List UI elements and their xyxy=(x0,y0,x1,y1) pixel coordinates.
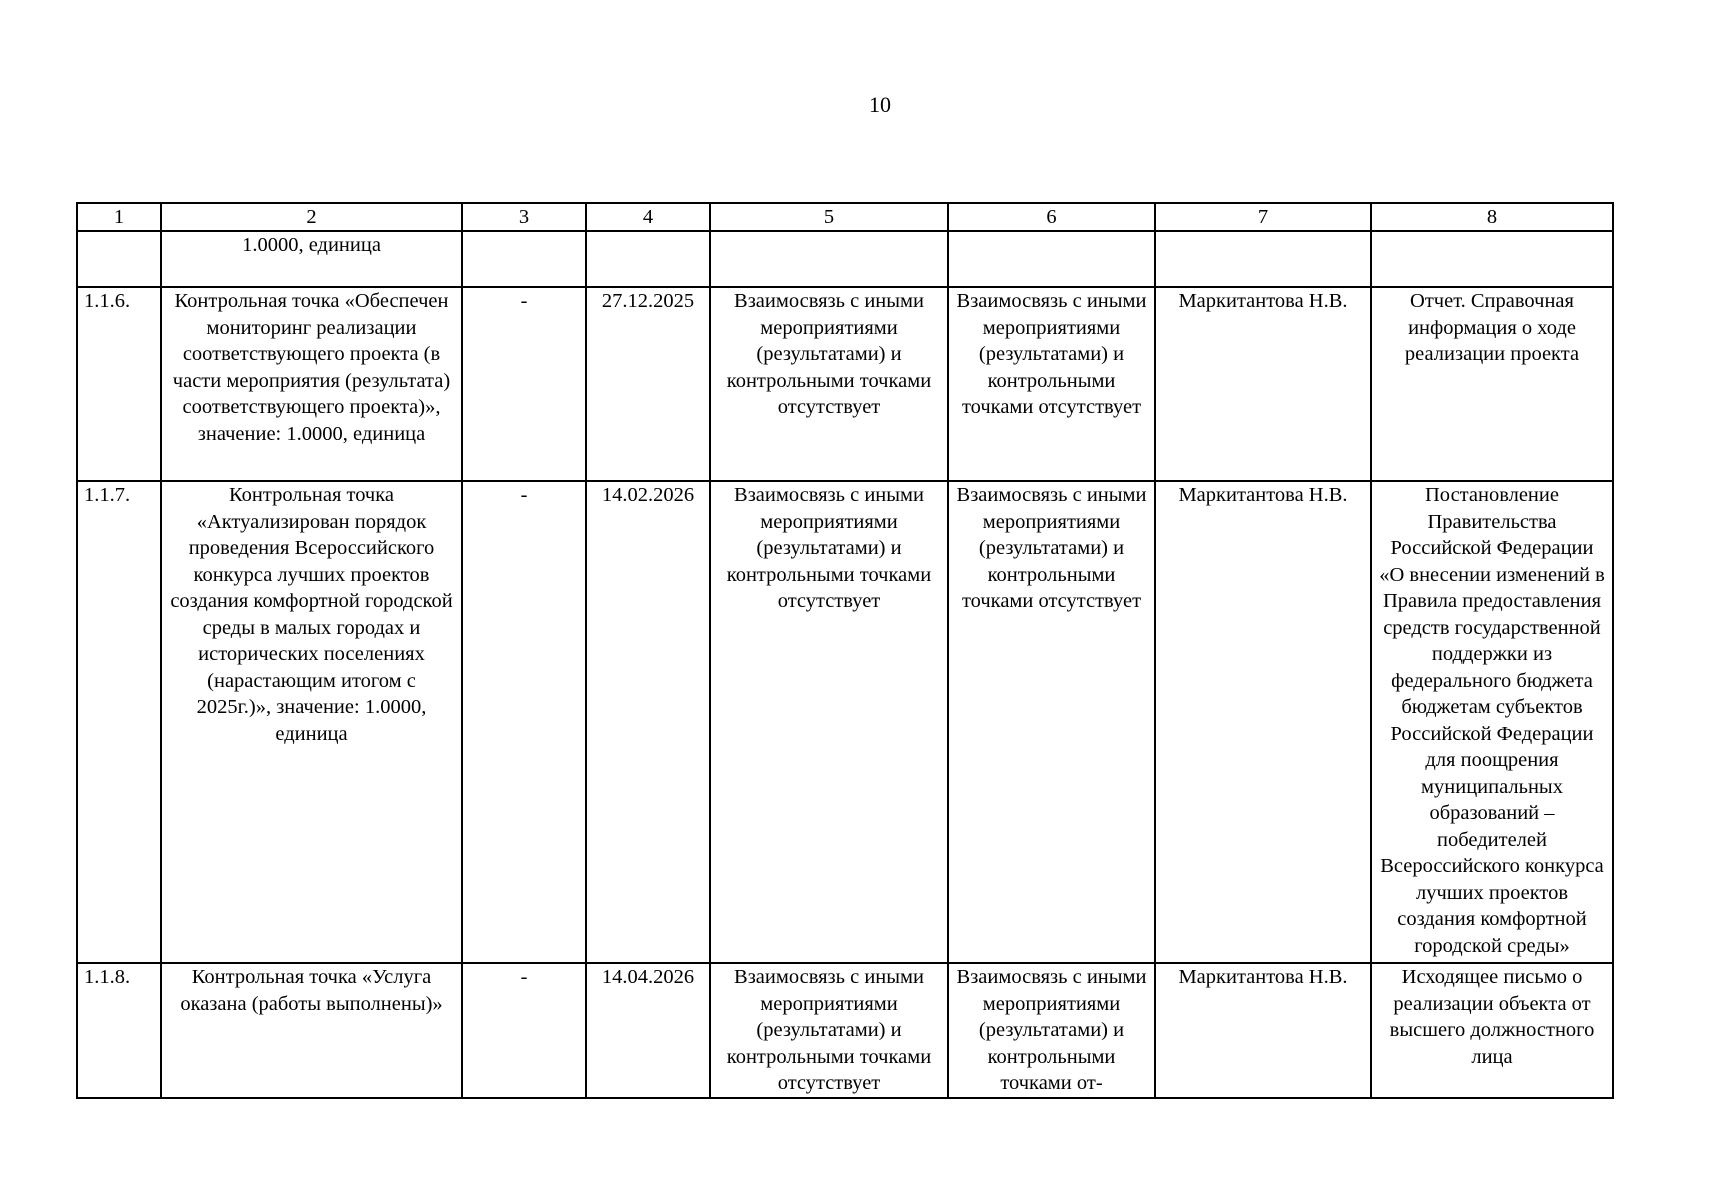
column-header-4: 4 xyxy=(586,203,710,231)
control-point-text: Контрольная точка «Актуализирован порядок проведения Всероссийского конкурса лучших проектов создания комфортной городской среды в малых городах и исторических поселениях (нарастающим итогом с 2025г.)», значение: 1.0000, единица xyxy=(161,481,462,963)
control-point-text: Контрольная точка «Услуга оказана (работы выполнены)» xyxy=(161,963,462,1098)
predecessor-cell xyxy=(462,231,586,287)
date-cell: 27.12.2025 xyxy=(586,287,710,481)
page-number: 10 xyxy=(869,92,891,117)
column-header-1: 1 xyxy=(77,203,161,231)
control-point-text: Контрольная точка «Обеспечен мониторинг реализации соответствующего проекта (в части мероприятия (результата) соответствующего проекта)», значение: 1.0000, единица xyxy=(161,287,462,481)
table-row xyxy=(77,481,1613,963)
document-cell: Отчет. Справочная информация о ходе реализации проекта xyxy=(1371,287,1613,481)
table-row xyxy=(77,963,1613,1098)
table-row xyxy=(77,287,1613,481)
predecessor-cell: - xyxy=(462,963,586,1098)
predecessor-cell: - xyxy=(462,287,586,481)
links-successors-cell: Взаимосвязь с иными мероприятиями (результатами) и контрольными точками отсутствует xyxy=(948,481,1155,963)
row-number: 1.1.7. xyxy=(77,481,161,963)
row-number: 1.1.6. xyxy=(77,287,161,481)
date-cell: 14.02.2026 xyxy=(586,481,710,963)
document-cell: Постановление Правительства Российской Федерации «О внесении изменений в Правила предоставления средств государственной поддержки из федерального бюджета бюджетам субъектов Российской Федерации для поощрения муниципальных образований – победителей Всероссийского конкурса лучших проектов создания комфортной городской среды» xyxy=(1371,481,1613,963)
column-header-8: 8 xyxy=(1371,203,1613,231)
document-cell xyxy=(1371,231,1613,287)
control-points-table xyxy=(76,202,1614,1099)
responsible-cell: Маркитантова Н.В. xyxy=(1155,963,1371,1098)
column-header-3: 3 xyxy=(462,203,586,231)
row-number xyxy=(77,231,161,287)
table-row-continuation xyxy=(77,231,1613,287)
column-number-header-row xyxy=(77,203,1613,231)
links-successors-cell xyxy=(948,231,1155,287)
document-cell: Исходящее письмо о реализации объекта от высшего должностного лица xyxy=(1371,963,1613,1098)
predecessor-cell: - xyxy=(462,481,586,963)
date-cell: 14.04.2026 xyxy=(586,963,710,1098)
date-cell xyxy=(586,231,710,287)
column-header-6: 6 xyxy=(948,203,1155,231)
links-predecessors-cell: Взаимосвязь с иными мероприятиями (результатами) и контрольными точками отсутствует xyxy=(710,287,948,481)
row-number: 1.1.8. xyxy=(77,963,161,1098)
responsible-cell: Маркитантова Н.В. xyxy=(1155,287,1371,481)
links-predecessors-cell: Взаимосвязь с иными мероприятиями (результатами) и контрольными точками отсутствует xyxy=(710,481,948,963)
column-header-7: 7 xyxy=(1155,203,1371,231)
links-predecessors-cell: Взаимосвязь с иными мероприятиями (результатами) и контрольными точками отсутствует xyxy=(710,963,948,1098)
links-successors-cell: Взаимосвязь с иными мероприятиями (результатами) и контрольными точками от- xyxy=(948,963,1155,1098)
column-header-5: 5 xyxy=(710,203,948,231)
column-header-2: 2 xyxy=(161,203,462,231)
responsible-cell: Маркитантова Н.В. xyxy=(1155,481,1371,963)
links-successors-cell: Взаимосвязь с иными мероприятиями (результатами) и контрольными точками отсутствует xyxy=(948,287,1155,481)
links-predecessors-cell xyxy=(710,231,948,287)
control-point-text: 1.0000, единица xyxy=(161,231,462,287)
responsible-cell xyxy=(1155,231,1371,287)
